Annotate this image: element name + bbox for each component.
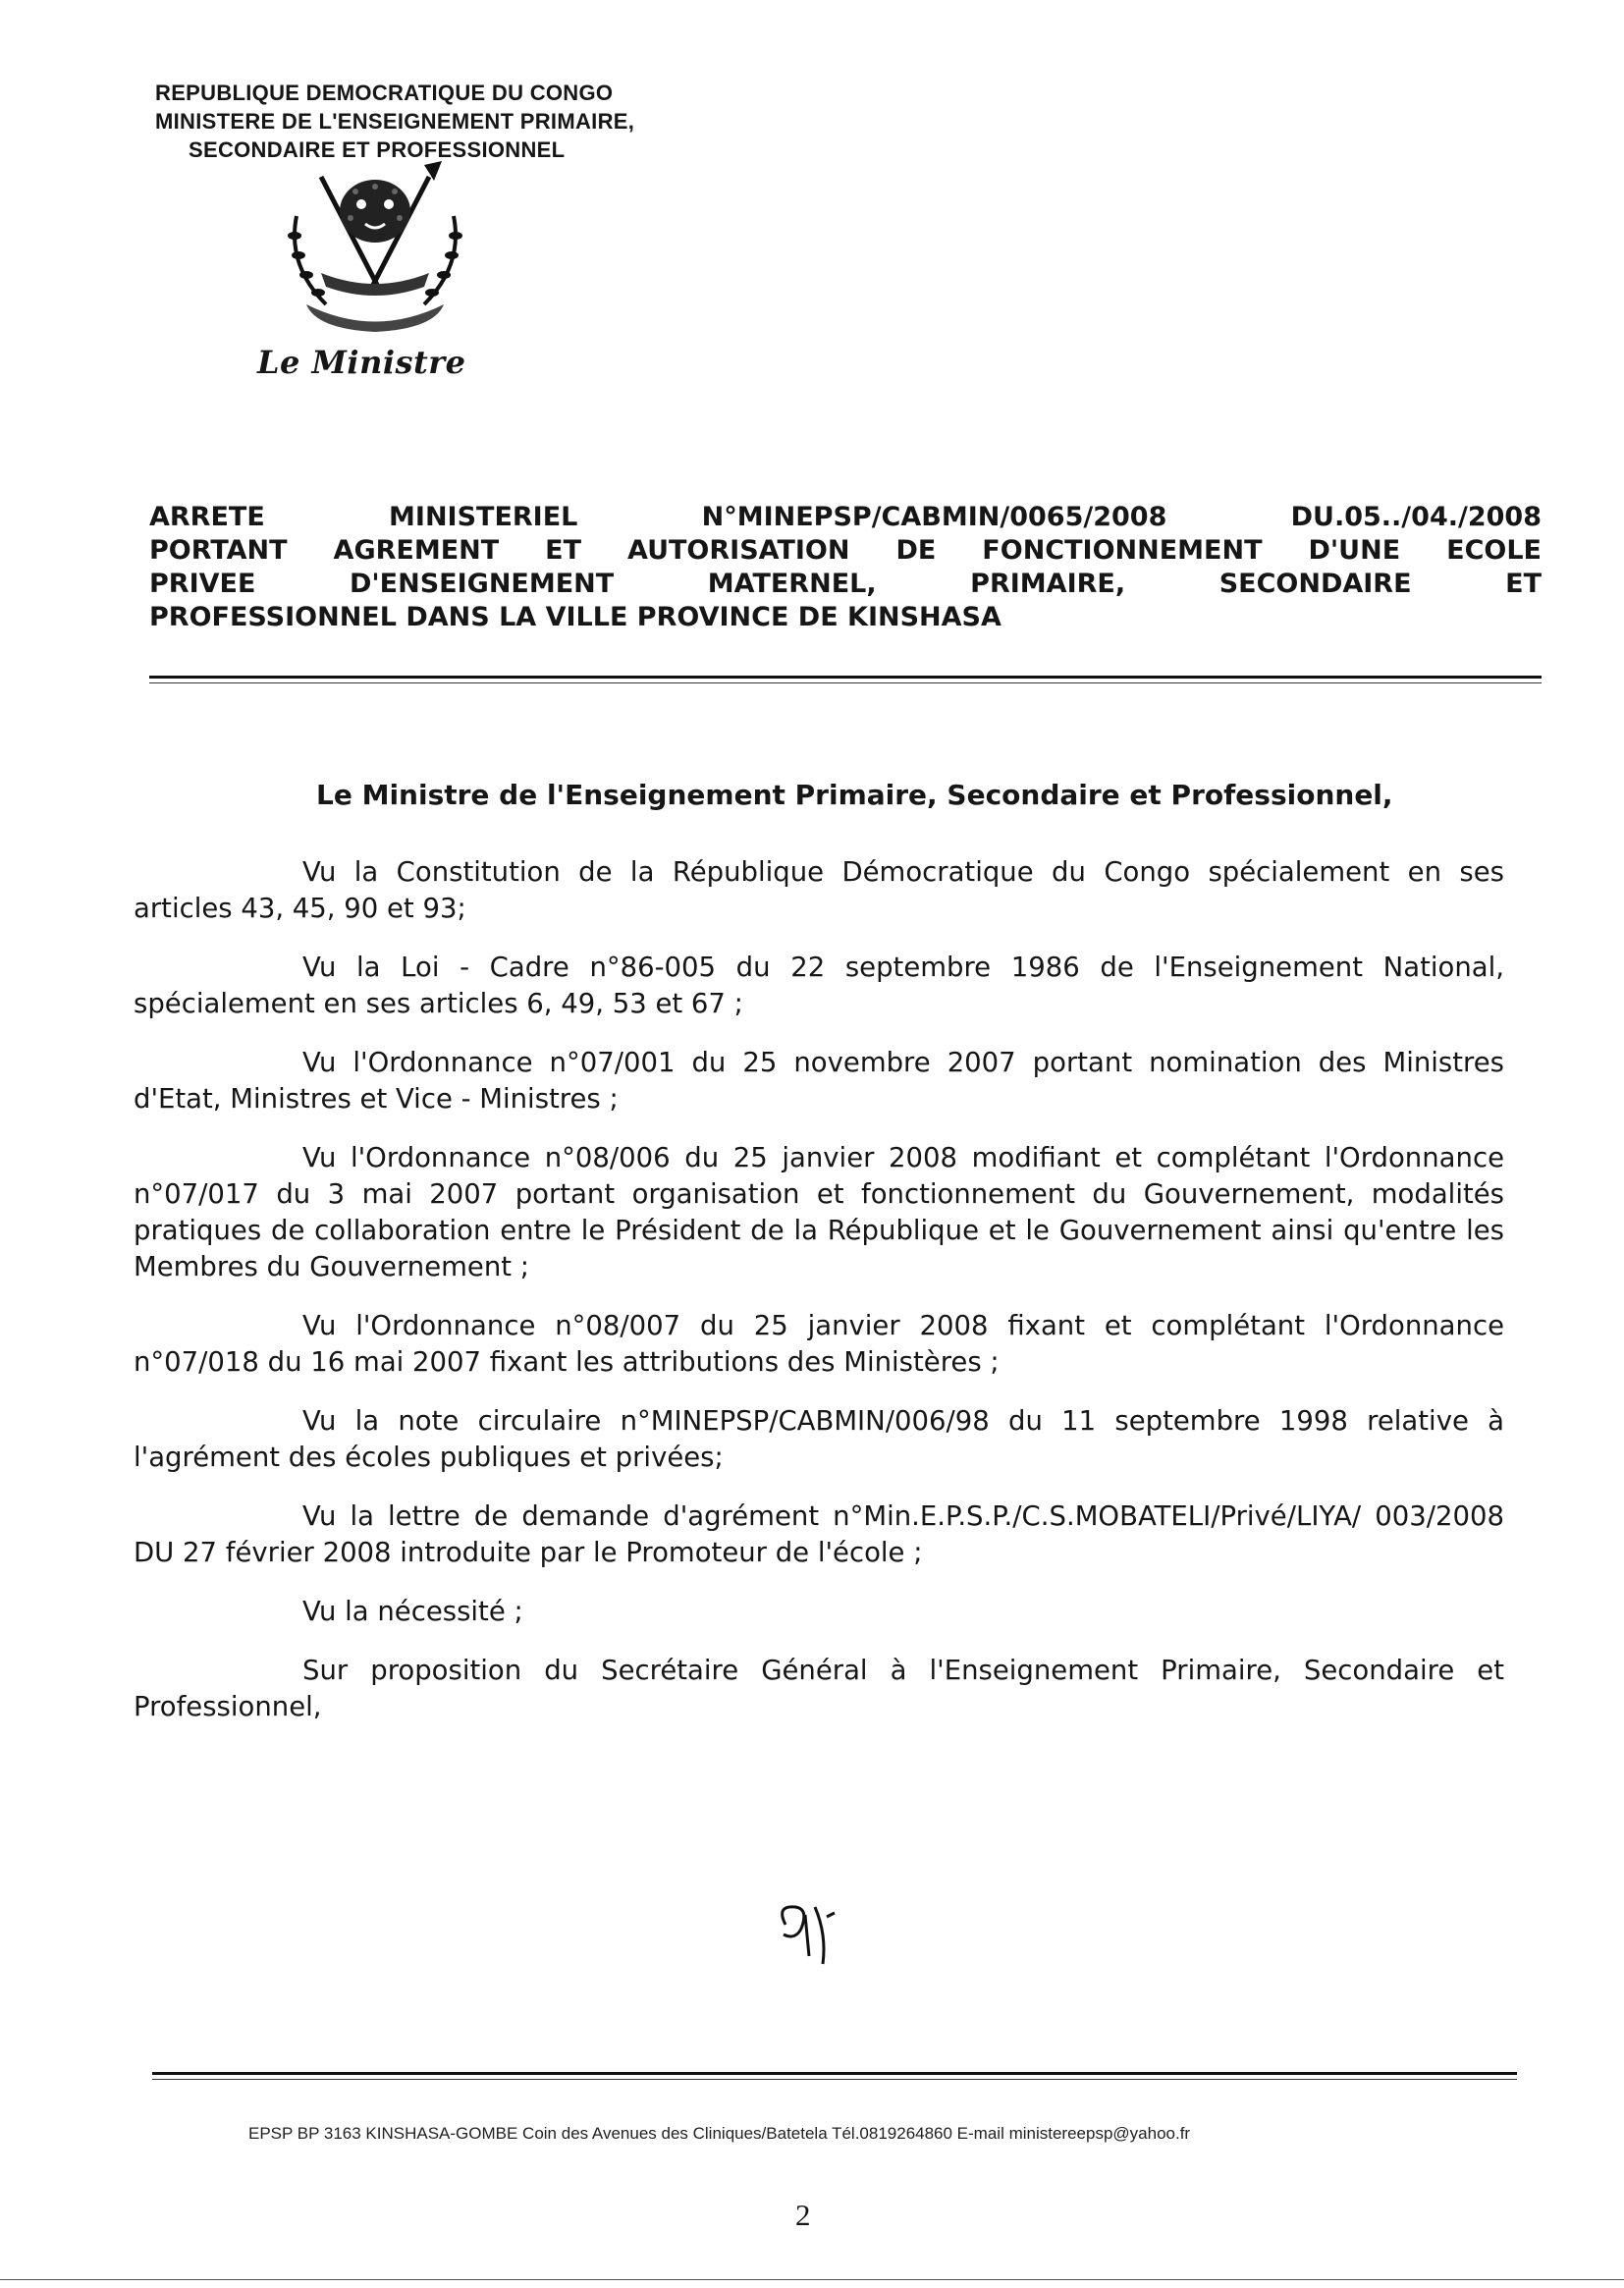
- decree-title: [149, 501, 1542, 634]
- considerant-paragraph: Sur proposition du Secrétaire Général à l'Enseignement Primaire, Secondaire et Professionnel,: [134, 1655, 1504, 1722]
- considerants-list: [134, 854, 1504, 1748]
- coat-of-arms-leopard-icon: [267, 157, 483, 334]
- letterhead: [147, 79, 835, 164]
- minister-heading: Le Ministre de l'Enseignement Primaire, Secondaire et Professionnel,: [316, 779, 1393, 811]
- decree-title-line2: PORTANT AGREMENT ET AUTORISATION DE FONCTIONNEMENT D'UNE ECOLE: [149, 535, 1542, 566]
- considerant-paragraph: Vu la Loi - Cadre n°86-005 du 22 septembre 1986 de l'Enseignement National, spécialement en ses articles 6, 49, 53 et 67 ;: [134, 952, 1504, 1019]
- footer-rule-thin: [152, 2079, 1517, 2080]
- considerant-paragraph: Vu l'Ordonnance n°07/001 du 25 novembre 2007 portant nomination des Ministres d'Etat, Ministres et Vice - Ministres ;: [134, 1047, 1504, 1115]
- footer-address: EPSP BP 3163 KINSHASA-GOMBE Coin des Avenues des Cliniques/Batetela Tél.0819264860 E-mail ministereepsp@yahoo.fr: [248, 2124, 1191, 2143]
- footer-rule: [152, 2072, 1517, 2075]
- title-underline-thin: [149, 682, 1542, 683]
- considerant-paragraph: Vu la Constitution de la République Démocratique du Congo spécialement en ses articles 43, 45, 90 et 93;: [134, 856, 1504, 924]
- handwritten-initials-icon: [766, 1895, 854, 1969]
- ministry-name-line1: MINISTERE DE L'ENSEIGNEMENT PRIMAIRE,: [155, 109, 635, 134]
- considerant-paragraph: Vu la lettre de demande d'agrément n°Min.E.P.S.P./C.S.MOBATELI/Privé/LIYA/ 003/2008 DU 27 février 2008 introduite par le Promoteur de l'école ;: [134, 1500, 1504, 1568]
- decree-title-line1: ARRETE MINISTERIEL N°MINEPSP/CABMIN/0065/2008 DU.05../04./2008: [149, 502, 1542, 532]
- decree-title-line4: PROFESSIONNEL DANS LA VILLE PROVINCE DE KINSHASA: [149, 602, 1001, 632]
- ministry-name-line2: SECONDAIRE ET PROFESSIONNEL: [189, 137, 566, 162]
- considerant-paragraph: Vu la nécessité ;: [302, 1596, 523, 1627]
- page-bottom-edge: [0, 2279, 1624, 2280]
- considerant-paragraph: Vu l'Ordonnance n°08/007 du 25 janvier 2008 fixant et complétant l'Ordonnance n°07/018 du 16 mai 2007 fixant les attributions des Ministères ;: [134, 1310, 1504, 1378]
- minister-signature-label: Le Ministre: [257, 344, 466, 381]
- page-number: 2: [795, 2198, 811, 2232]
- republic-name: REPUBLIQUE DEMOCRATIQUE DU CONGO: [155, 81, 614, 105]
- decree-title-line3: PRIVEE D'ENSEIGNEMENT MATERNEL, PRIMAIRE, SECONDAIRE ET: [149, 569, 1542, 599]
- considerant-paragraph: Vu la note circulaire n°MINEPSP/CABMIN/006/98 du 11 septembre 1998 relative à l'agrément des écoles publiques et privées;: [134, 1405, 1504, 1473]
- considerant-paragraph: Vu l'Ordonnance n°08/006 du 25 janvier 2008 modifiant et complétant l'Ordonnance n°07/017 du 3 mai 2007 portant organisation et fonctionnement du Gouvernement, modalités pratiques de collaboration entre le Président de la République et le Gouvernement ainsi qu'entre les Membres du Gouvernement ;: [134, 1142, 1504, 1282]
- title-underline: [149, 676, 1542, 679]
